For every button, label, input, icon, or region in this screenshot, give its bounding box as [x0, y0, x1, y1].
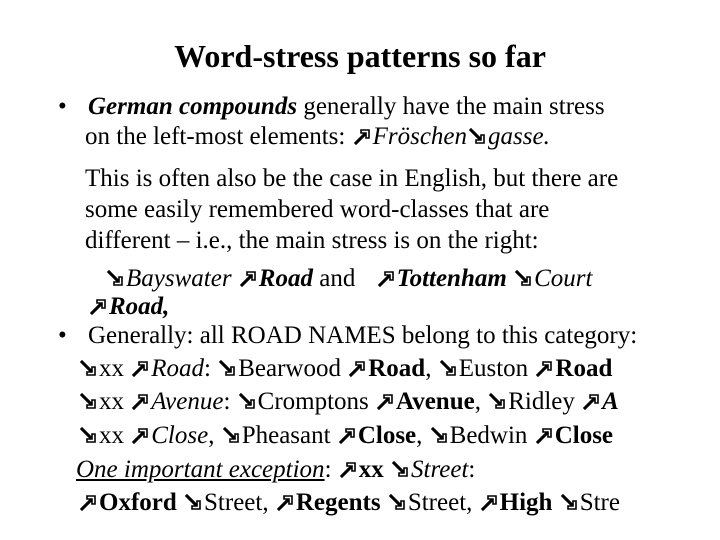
secondary-stress-mark-icon [237, 391, 257, 411]
secondary-stress-mark-icon [390, 459, 410, 479]
secondary-stress-mark-icon [183, 492, 203, 512]
text-and: and [312, 265, 362, 292]
primary-stress-mark-icon [337, 425, 357, 445]
secondary-stress-mark-icon [221, 425, 241, 445]
primary-stress-mark-icon [352, 126, 372, 146]
example-ridley: Ridley [508, 388, 582, 415]
secondary-stress-mark-icon [513, 268, 533, 288]
example-tottenham: Tottenham [396, 265, 514, 292]
primary-stress-mark-icon [376, 268, 396, 288]
example-pheasant-close: Close [357, 422, 417, 449]
text-comma: , [416, 422, 429, 449]
example-euston-road: Road [555, 355, 613, 382]
primary-stress-mark-icon [275, 492, 295, 512]
text-comma: , [425, 355, 438, 382]
line-english-1: This is often also be the case in English, but there are [85, 165, 619, 192]
secondary-stress-mark-icon [467, 126, 487, 146]
primary-stress-mark-icon [78, 492, 98, 512]
primary-stress-mark-icon [130, 391, 150, 411]
example-high-street: Stre [579, 489, 620, 516]
primary-stress-mark-icon [130, 358, 150, 378]
example-road-2: Road, [109, 293, 170, 320]
primary-stress-mark-icon [238, 268, 258, 288]
example-oxford-street: Street, [204, 489, 275, 516]
text-left-most: on the left-most elements: [85, 123, 352, 150]
example-regents-street: Street, [407, 489, 479, 516]
example-bedwin-close: Close [554, 422, 614, 449]
secondary-stress-mark-icon [429, 425, 449, 445]
text-comma: , [474, 388, 488, 415]
secondary-stress-mark-icon [105, 268, 125, 288]
primary-stress-mark-icon [581, 391, 601, 411]
exception-label: One important exception [76, 456, 325, 483]
primary-stress-mark-icon [534, 358, 554, 378]
page-title: Word-stress patterns so far [174, 38, 546, 74]
term-german-compounds: German compounds [88, 93, 298, 120]
line-exception [76, 455, 475, 485]
example-cromptons-avenue: Avenue [396, 388, 475, 415]
example-high: High [499, 489, 559, 516]
text-xx: xx [99, 422, 131, 449]
word-road: Road [151, 355, 205, 382]
secondary-stress-mark-icon [559, 492, 579, 512]
example-bearwood: Bearwood [238, 355, 348, 382]
primary-stress-mark-icon [479, 492, 499, 512]
secondary-stress-mark-icon [78, 391, 98, 411]
example-bearwood-road: Road [368, 355, 426, 382]
text-colon: : [324, 456, 338, 483]
bullet-2: • [58, 322, 67, 349]
example-gasse: gasse. [488, 123, 550, 150]
line-german-compounds [88, 92, 605, 122]
secondary-stress-mark-icon [217, 358, 237, 378]
primary-stress-mark-icon [338, 459, 358, 479]
line-left-most [85, 122, 550, 152]
example-cromptons: Cromptons [257, 388, 376, 415]
text-colon: : [204, 355, 218, 382]
primary-stress-mark-icon [534, 425, 554, 445]
text-xx: xx [99, 388, 131, 415]
primary-stress-mark-icon [88, 296, 108, 316]
text-xx: xx [99, 355, 131, 382]
example-bedwin: Bedwin [449, 422, 534, 449]
example-pheasant: Pheasant [241, 422, 337, 449]
example-road: Road [258, 265, 313, 292]
line-close-examples [78, 421, 613, 451]
example-court: Court [534, 265, 593, 292]
secondary-stress-mark-icon [487, 391, 507, 411]
text-colon: : [223, 388, 237, 415]
example-bayswater: Bayswater [126, 265, 238, 292]
bullet-1: • [58, 93, 67, 120]
example-froeschen: Fröschen [372, 123, 468, 150]
secondary-stress-mark-icon [438, 358, 458, 378]
word-street: Street [411, 456, 469, 483]
text-comma: , [208, 422, 221, 449]
example-regents: Regents [295, 489, 387, 516]
example-ridley-avenue: A [602, 388, 619, 415]
line-bayswater-example [105, 264, 592, 294]
primary-stress-mark-icon [375, 391, 395, 411]
text-colon-2: : [468, 456, 476, 483]
word-close: Close [151, 422, 209, 449]
word-avenue: Avenue [151, 388, 224, 415]
line-road-names: Generally: all ROAD NAMES belong to this category: [88, 322, 638, 349]
line-road-examples [78, 354, 612, 384]
text-general-stress: generally have the main stress [297, 93, 605, 120]
line-english-3: different – i.e., the main stress is on the right: [85, 227, 539, 254]
secondary-stress-mark-icon [387, 492, 407, 512]
primary-stress-mark-icon [347, 358, 367, 378]
line-avenue-examples [78, 387, 619, 417]
example-euston: Euston [458, 355, 535, 382]
example-oxford: Oxford [99, 489, 184, 516]
line-road-cont [88, 292, 169, 322]
line-english-2: some easily remembered word-classes that are [85, 196, 550, 223]
primary-stress-mark-icon [130, 425, 150, 445]
secondary-stress-mark-icon [78, 425, 98, 445]
secondary-stress-mark-icon [78, 358, 98, 378]
text-xx-bold: xx [358, 456, 391, 483]
line-street-examples [78, 488, 620, 518]
